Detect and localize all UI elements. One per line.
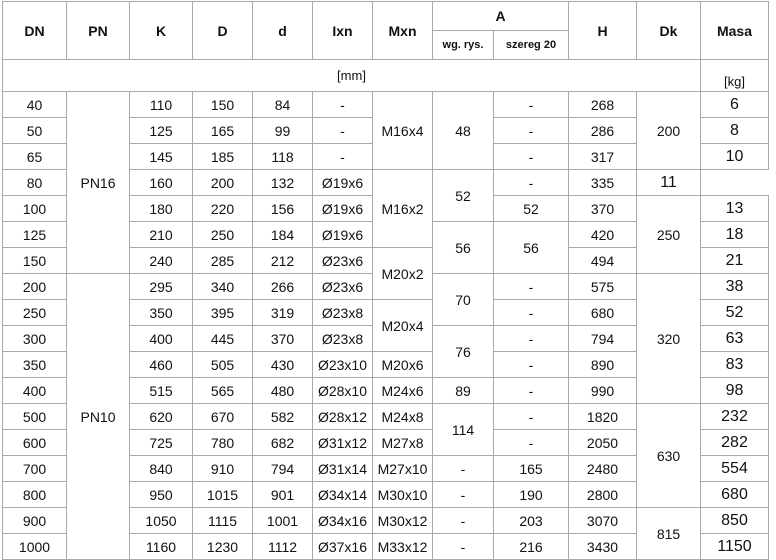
cell-dn: 500 — [3, 404, 67, 430]
flange-spec-table — [2, 1, 769, 560]
cell-ixn: Ø19x6 — [313, 170, 373, 196]
cell-h: 794 — [569, 326, 637, 352]
cell-h: 420 — [569, 222, 637, 248]
cell-h: 1820 — [569, 404, 637, 430]
cell-k: 400 — [130, 326, 193, 352]
cell-masa: 18 — [701, 222, 769, 248]
cell-dk-group: 815 — [637, 508, 701, 560]
cell-d-outer: 250 — [193, 222, 253, 248]
cell-a-szereg20: - — [494, 170, 569, 196]
header-d-outer: D — [193, 2, 253, 60]
cell-a-szereg20: - — [494, 274, 569, 300]
cell-d-inner: 1112 — [253, 534, 313, 560]
cell-ixn: Ø23x8 — [313, 300, 373, 326]
cell-k: 125 — [130, 118, 193, 144]
cell-dk-group: 630 — [637, 404, 701, 508]
cell-pn-group: PN10 — [67, 274, 130, 560]
cell-h: 335 — [569, 170, 637, 196]
cell-a-szereg20: - — [494, 92, 569, 118]
cell-k: 350 — [130, 300, 193, 326]
cell-k: 840 — [130, 456, 193, 482]
cell-masa: 83 — [701, 352, 769, 378]
header-d-inner: d — [253, 2, 313, 60]
cell-d-inner: 132 — [253, 170, 313, 196]
header-mxn: Mxn — [373, 2, 433, 60]
cell-k: 210 — [130, 222, 193, 248]
units-row — [3, 60, 769, 92]
cell-dn: 200 — [3, 274, 67, 300]
cell-h: 268 — [569, 92, 637, 118]
cell-k: 950 — [130, 482, 193, 508]
cell-mxn: M33x12 — [373, 534, 433, 560]
header-a: A — [433, 2, 569, 31]
cell-a-wg-group: 48 — [433, 92, 494, 170]
cell-mxn: M20x6 — [373, 352, 433, 378]
cell-masa: 1150 — [701, 534, 769, 560]
cell-h: 3430 — [569, 534, 637, 560]
cell-d-inner: 212 — [253, 248, 313, 274]
cell-a-wg-rys: - — [433, 534, 494, 560]
cell-masa: 13 — [701, 196, 769, 222]
cell-d-inner: 266 — [253, 274, 313, 300]
cell-mxn-group: M20x2 — [373, 248, 433, 300]
cell-masa: 850 — [701, 508, 769, 534]
cell-ixn: - — [313, 92, 373, 118]
cell-masa: 11 — [637, 170, 701, 196]
unit-mm: [mm] — [3, 60, 701, 92]
cell-d-outer: 185 — [193, 144, 253, 170]
cell-dn: 50 — [3, 118, 67, 144]
cell-a-szereg20: 203 — [494, 508, 569, 534]
cell-h: 990 — [569, 378, 637, 404]
header-a-wg-rys: wg. rys. — [433, 31, 494, 60]
cell-dn: 65 — [3, 144, 67, 170]
cell-ixn: Ø23x6 — [313, 274, 373, 300]
header-ixn: Ixn — [313, 2, 373, 60]
cell-a-wg-group: 70 — [433, 274, 494, 326]
cell-a-szereg20: - — [494, 118, 569, 144]
cell-masa: 8 — [701, 118, 769, 144]
cell-k: 725 — [130, 430, 193, 456]
cell-mxn-group: M20x4 — [373, 300, 433, 352]
cell-d-outer: 200 — [193, 170, 253, 196]
cell-d-inner: 582 — [253, 404, 313, 430]
cell-dn: 600 — [3, 430, 67, 456]
cell-a-szereg20: - — [494, 352, 569, 378]
cell-a-wg-group: 76 — [433, 326, 494, 378]
cell-dk-group: 250 — [637, 196, 701, 274]
cell-k: 240 — [130, 248, 193, 274]
cell-d-outer: 565 — [193, 378, 253, 404]
cell-d-inner: 794 — [253, 456, 313, 482]
cell-masa: 10 — [701, 144, 769, 170]
cell-ixn: Ø23x8 — [313, 326, 373, 352]
cell-ixn: - — [313, 144, 373, 170]
cell-a-szereg20: - — [494, 378, 569, 404]
cell-d-outer: 780 — [193, 430, 253, 456]
cell-ixn: Ø31x12 — [313, 430, 373, 456]
header-masa: Masa — [701, 2, 769, 60]
cell-mxn-group: M16x2 — [373, 170, 433, 248]
cell-dn: 800 — [3, 482, 67, 508]
cell-masa: 232 — [701, 404, 769, 430]
cell-masa: 282 — [701, 430, 769, 456]
cell-mxn: M24x8 — [373, 404, 433, 430]
cell-h: 2050 — [569, 430, 637, 456]
cell-d-outer: 670 — [193, 404, 253, 430]
cell-masa: 680 — [701, 482, 769, 508]
cell-mxn: M27x8 — [373, 430, 433, 456]
cell-k: 160 — [130, 170, 193, 196]
cell-h: 2480 — [569, 456, 637, 482]
cell-a-szereg20: - — [494, 300, 569, 326]
cell-mxn: M24x6 — [373, 378, 433, 404]
cell-a-szereg20: 216 — [494, 534, 569, 560]
cell-d-inner: 1001 — [253, 508, 313, 534]
cell-h: 680 — [569, 300, 637, 326]
cell-k: 295 — [130, 274, 193, 300]
cell-k: 515 — [130, 378, 193, 404]
cell-dn: 250 — [3, 300, 67, 326]
cell-h: 494 — [569, 248, 637, 274]
cell-d-outer: 395 — [193, 300, 253, 326]
cell-dn: 150 — [3, 248, 67, 274]
cell-d-outer: 910 — [193, 456, 253, 482]
cell-d-inner: 480 — [253, 378, 313, 404]
cell-masa: 38 — [701, 274, 769, 300]
cell-a-wg-group: 56 — [433, 222, 494, 274]
cell-dn: 100 — [3, 196, 67, 222]
cell-h: 2800 — [569, 482, 637, 508]
cell-a-wg-rys: - — [433, 508, 494, 534]
header-a-szereg20: szereg 20 — [494, 31, 569, 60]
header-dn: DN — [3, 2, 67, 60]
cell-dn: 350 — [3, 352, 67, 378]
cell-dn: 125 — [3, 222, 67, 248]
cell-a-wg-rys: - — [433, 456, 494, 482]
cell-k: 1050 — [130, 508, 193, 534]
cell-k: 620 — [130, 404, 193, 430]
table-row — [3, 92, 769, 118]
cell-ixn: Ø28x10 — [313, 378, 373, 404]
cell-mxn: M30x12 — [373, 508, 433, 534]
cell-pn-group: PN16 — [67, 92, 130, 274]
cell-a-szereg20: 190 — [494, 482, 569, 508]
cell-ixn: Ø19x6 — [313, 222, 373, 248]
cell-ixn: Ø19x6 — [313, 196, 373, 222]
unit-kg: [kg] — [701, 60, 769, 92]
cell-ixn: - — [313, 118, 373, 144]
cell-dn: 700 — [3, 456, 67, 482]
header-pn: PN — [67, 2, 130, 60]
cell-mxn-group: M16x4 — [373, 92, 433, 170]
cell-d-inner: 84 — [253, 92, 313, 118]
cell-k: 110 — [130, 92, 193, 118]
cell-ixn: Ø34x14 — [313, 482, 373, 508]
cell-a-szereg20: - — [494, 404, 569, 430]
cell-d-outer: 505 — [193, 352, 253, 378]
cell-d-inner: 99 — [253, 118, 313, 144]
cell-d-outer: 165 — [193, 118, 253, 144]
cell-d-inner: 901 — [253, 482, 313, 508]
cell-d-inner: 156 — [253, 196, 313, 222]
cell-dn: 80 — [3, 170, 67, 196]
cell-d-inner: 430 — [253, 352, 313, 378]
cell-d-inner: 319 — [253, 300, 313, 326]
cell-masa: 98 — [701, 378, 769, 404]
cell-dn: 1000 — [3, 534, 67, 560]
cell-k: 1160 — [130, 534, 193, 560]
cell-masa: 6 — [701, 92, 769, 118]
cell-k: 145 — [130, 144, 193, 170]
cell-dn: 400 — [3, 378, 67, 404]
cell-a-wg-rys: 114 — [433, 404, 494, 456]
cell-ixn: Ø34x16 — [313, 508, 373, 534]
cell-mxn: M30x10 — [373, 482, 433, 508]
cell-a-wg-rys: - — [433, 482, 494, 508]
cell-k: 460 — [130, 352, 193, 378]
cell-d-outer: 1230 — [193, 534, 253, 560]
header-k: K — [130, 2, 193, 60]
cell-h: 890 — [569, 352, 637, 378]
cell-k: 180 — [130, 196, 193, 222]
cell-d-outer: 1015 — [193, 482, 253, 508]
header-h: H — [569, 2, 637, 60]
cell-dk-group: 320 — [637, 274, 701, 404]
cell-masa: 52 — [701, 300, 769, 326]
cell-a-szereg20: - — [494, 144, 569, 170]
header-dk: Dk — [637, 2, 701, 60]
cell-d-inner: 370 — [253, 326, 313, 352]
cell-ixn: Ø28x12 — [313, 404, 373, 430]
cell-dk-group: 200 — [637, 92, 701, 170]
cell-a-wg-rys: 89 — [433, 378, 494, 404]
cell-masa: 63 — [701, 326, 769, 352]
cell-dn: 900 — [3, 508, 67, 534]
cell-ixn: Ø31x14 — [313, 456, 373, 482]
cell-masa: 554 — [701, 456, 769, 482]
cell-dn: 40 — [3, 92, 67, 118]
cell-h: 3070 — [569, 508, 637, 534]
cell-a-szereg20: 52 — [494, 196, 569, 222]
cell-d-inner: 184 — [253, 222, 313, 248]
cell-h: 575 — [569, 274, 637, 300]
cell-d-outer: 340 — [193, 274, 253, 300]
cell-masa: 21 — [701, 248, 769, 274]
cell-a-szereg-group: 56 — [494, 222, 569, 274]
cell-a-szereg20: - — [494, 430, 569, 456]
cell-d-outer: 150 — [193, 92, 253, 118]
cell-ixn: Ø23x10 — [313, 352, 373, 378]
cell-h: 370 — [569, 196, 637, 222]
header-row — [3, 2, 769, 31]
cell-ixn: Ø37x16 — [313, 534, 373, 560]
cell-d-outer: 220 — [193, 196, 253, 222]
cell-d-inner: 118 — [253, 144, 313, 170]
cell-d-inner: 682 — [253, 430, 313, 456]
cell-mxn: M27x10 — [373, 456, 433, 482]
cell-d-outer: 285 — [193, 248, 253, 274]
cell-d-outer: 1115 — [193, 508, 253, 534]
cell-a-szereg20: - — [494, 326, 569, 352]
cell-h: 317 — [569, 144, 637, 170]
cell-a-wg-group: 52 — [433, 170, 494, 222]
cell-a-szereg20: 165 — [494, 456, 569, 482]
cell-h: 286 — [569, 118, 637, 144]
cell-ixn: Ø23x6 — [313, 248, 373, 274]
cell-d-outer: 445 — [193, 326, 253, 352]
cell-dn: 300 — [3, 326, 67, 352]
